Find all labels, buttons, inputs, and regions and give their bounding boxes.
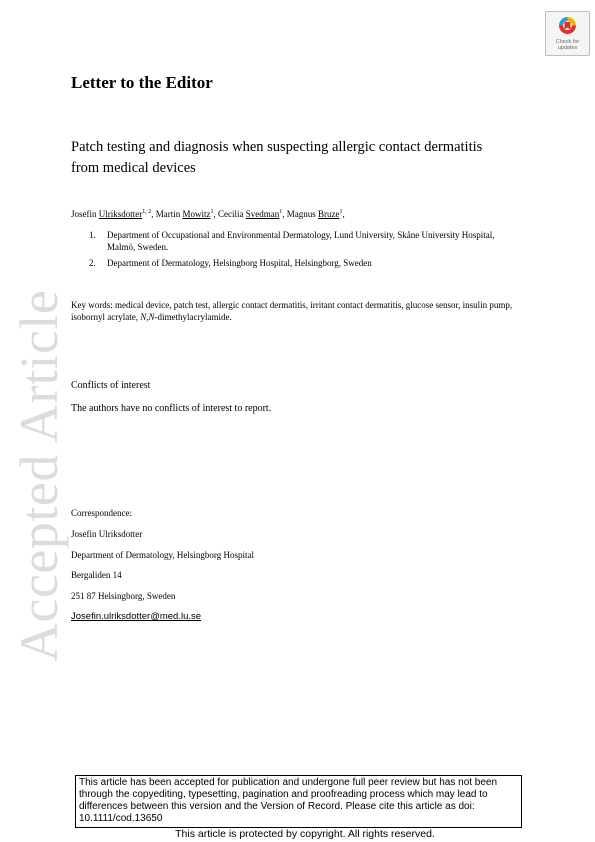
affiliation-1: 1. Department of Occupational and Environmental Dermatology, Lund University, Skåne University Hospital, Malmö, Sweden. <box>89 230 495 252</box>
author-2: Martin Mowitz$^1$, <box>155 209 218 219</box>
affiliation-2: 2. Department of Dermatology, Helsingborg Hospital, Helsingborg, Sweden <box>89 258 372 268</box>
author-list <box>71 209 345 219</box>
correspondence-name: Josefin Ulriksdotter <box>71 529 143 539</box>
correspondence-city: 251 87 Helsingborg, Sweden <box>71 591 176 601</box>
accepted-article-watermark: Accepted Article <box>9 289 69 662</box>
author-4: Magnus Bruze$^1$, <box>286 209 345 219</box>
check-updates-icon <box>558 16 577 37</box>
correspondence-email-link[interactable]: Josefin.ulriksdotter@med.lu.se <box>71 611 202 622</box>
author-3: Cecilia Svedman$^1$, <box>218 209 287 219</box>
accepted-notice-box: This article has been accepted for publication and undergone full peer review but has not been through the copyediting, typesetting, pagination and proofreading process which may lead to differences between this version and the Version of Record. Please cite this article as doi: 10.1111/cod.13650 <box>75 775 522 828</box>
correspondence-label: Correspondence: <box>71 508 132 518</box>
correspondence-street: Bergaliden 14 <box>71 570 122 580</box>
badge-label: Check for updates <box>555 39 580 51</box>
copyright-footer: This article is protected by copyright. All rights reserved. <box>175 828 435 840</box>
conflicts-text: The authors have no conflicts of interest to report. <box>71 403 272 414</box>
article-title: Patch testing and diagnosis when suspecting allergic contact dermatitis from medical devices <box>71 139 483 176</box>
check-for-updates-badge[interactable] <box>545 11 590 56</box>
author-1: Josefin Ulriksdotter$^{1, 2}$, <box>71 209 156 219</box>
keywords: Key words: medical device, patch test, allergic contact dermatitis, irritant contact dermatitis, glucose sensor, insulin pump, isobornyl acrylate, N,N-dimethylacrylamide. <box>71 300 513 322</box>
conflicts-heading: Conflicts of interest <box>71 380 151 391</box>
correspondence-department: Department of Dermatology, Helsingborg Hospital <box>71 550 254 560</box>
section-label: Letter to the Editor <box>71 73 213 92</box>
